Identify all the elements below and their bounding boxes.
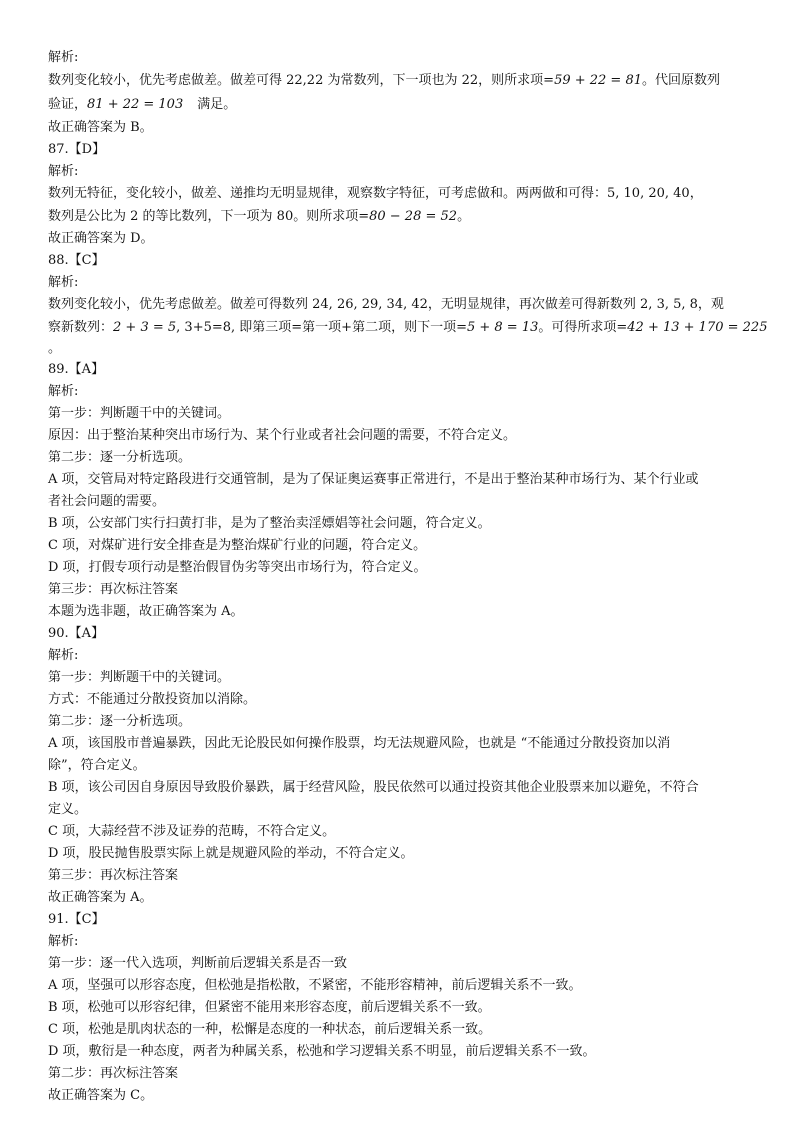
answer-line: 本题为选非题，故正确答案为 A。 — [48, 604, 244, 619]
option-line: C 项，大蒜经营不涉及证券的范畴，不符合定义。 — [48, 824, 336, 839]
option-line: D 项，敷衍是一种态度，两者为种属关系，松弛和学习逻辑关系不明显，前后逻辑关系不一致。 — [48, 1044, 596, 1059]
option-line: B 项，公安部门实行扫黄打非，是为了整治卖淫嫖娼等社会问题，符合定义。 — [48, 516, 491, 531]
paragraph-line — [48, 71, 768, 91]
question-number: 88.【C】 — [48, 253, 105, 268]
section-label: 解析: — [48, 50, 79, 65]
step-heading: 第二步：再次标注答案 — [48, 1066, 179, 1081]
option-line: C 项，松弛是肌肉状态的一种，松懈是态度的一种状态，前后逻辑关系一致。 — [48, 1022, 492, 1037]
option-line: 除”，符合定义。 — [48, 758, 146, 773]
formula: 5 + 8 = 13 — [466, 320, 539, 335]
question-number: 90.【A】 — [48, 626, 105, 641]
paragraph-line — [48, 318, 768, 338]
option-line: B 项，松弛可以形容纪律，但紧密不能用来形容态度，前后逻辑关系不一致。 — [48, 1000, 491, 1015]
option-line: C 项，对煤矿进行安全排查是为整治煤矿行业的问题，符合定义。 — [48, 538, 427, 553]
option-line: B 项，该公司因自身原因导致股价暴跌，属于经营风险，股民依然可以通过投资其他企业股票来加以避免，不符合 — [48, 780, 699, 795]
answer-line: 故正确答案为 A。 — [48, 890, 153, 905]
step-heading: 第一步：逐一代入选项，判断前后逻辑关系是否一致 — [48, 956, 348, 971]
text-run: 数列变化较小，优先考虑做差。做差可得 22,22 为常数列，下一项也为 22，则所求项= — [48, 73, 555, 88]
section-label: 解析: — [48, 384, 79, 399]
formula: 59 + 22 = 81 — [554, 73, 643, 88]
section-label: 解析: — [48, 275, 79, 290]
paragraph-line — [48, 95, 768, 115]
formula: 81 + 22 = 103 — [87, 97, 184, 112]
text-run: 。可得所求项= — [538, 320, 628, 335]
step-heading: 第二步：逐一分析选项。 — [48, 714, 192, 729]
text-run: 满足。 — [197, 97, 237, 112]
option-line: A 项，该国股市普遍暴跌，因此无论股民如何操作股票，均无法规避风险，也就是 “不能通过分散投资加以消 — [48, 736, 671, 751]
paragraph-line — [48, 207, 768, 227]
text-run: 。 — [457, 209, 471, 224]
paragraph-line: 原因：出于整治某种突出市场行为、某个行业或者社会问题的需要，不符合定义。 — [48, 428, 517, 443]
question-number: 91.【C】 — [48, 912, 105, 927]
step-heading: 第二步：逐一分析选项。 — [48, 450, 192, 465]
section-label: 解析: — [48, 164, 79, 179]
section-label: 解析: — [48, 934, 79, 949]
section-label: 解析: — [48, 648, 79, 663]
option-line: 者社会问题的需要。 — [48, 494, 166, 509]
option-line: A 项，坚强可以形容态度，但松弛是指松散，不紧密，不能形容精神，前后逻辑关系不一致。 — [48, 978, 582, 993]
text-run: 察新数列： — [48, 320, 114, 335]
option-line: D 项，打假专项行动是整治假冒伪劣等突出市场行为，符合定义。 — [48, 560, 427, 575]
formula: 42 + 13 + 170 = 225 — [627, 320, 768, 335]
text-run: 数列是公比为 2 的等比数列，下一项为 80。则所求项= — [48, 209, 370, 224]
formula: 80 − 28 = 52 — [369, 209, 458, 224]
paragraph-line: 数列无特征，变化较小，做差、递推均无明显规律，观察数字特征，可考虑做和。两两做和可得：5, 10, 20, 40， — [48, 186, 703, 201]
answer-line: 故正确答案为 C。 — [48, 1088, 154, 1103]
text-run: 验证， — [48, 97, 88, 112]
paragraph-line: 数列变化较小，优先考虑做差。做差可得数列 24, 26, 29, 34, 42，无明显规律，再次做差可得新数列 2, 3, 5, 8，观 — [48, 297, 724, 312]
text-run: 。代回原数列 — [642, 73, 721, 88]
step-heading: 第三步：再次标注答案 — [48, 868, 179, 883]
step-heading: 第三步：再次标注答案 — [48, 582, 179, 597]
option-line: A 项，交管局对特定路段进行交通管制，是为了保证奥运赛事正常进行，不是出于整治某种市场行为、某个行业或 — [48, 472, 699, 487]
paragraph-line: 方式：不能通过分散投资加以消除。 — [48, 692, 257, 707]
answer-line: 故正确答案为 B。 — [48, 120, 153, 135]
step-heading: 第一步：判断题干中的关键词。 — [48, 406, 231, 421]
text-run: , 3+5=8, 即第三项=第一项+第二项，则下一项= — [176, 320, 467, 335]
paragraph-line: 。 — [48, 341, 62, 356]
option-line: D 项，股民抛售股票实际上就是规避风险的举动，不符合定义。 — [48, 846, 414, 861]
answer-line: 故正确答案为 D。 — [48, 231, 154, 246]
question-number: 87.【D】 — [48, 142, 106, 157]
step-heading: 第一步：判断题干中的关键词。 — [48, 670, 231, 685]
option-line: 定义。 — [48, 802, 88, 817]
formula: 2 + 3 = 5 — [113, 320, 177, 335]
question-number: 89.【A】 — [48, 362, 105, 377]
